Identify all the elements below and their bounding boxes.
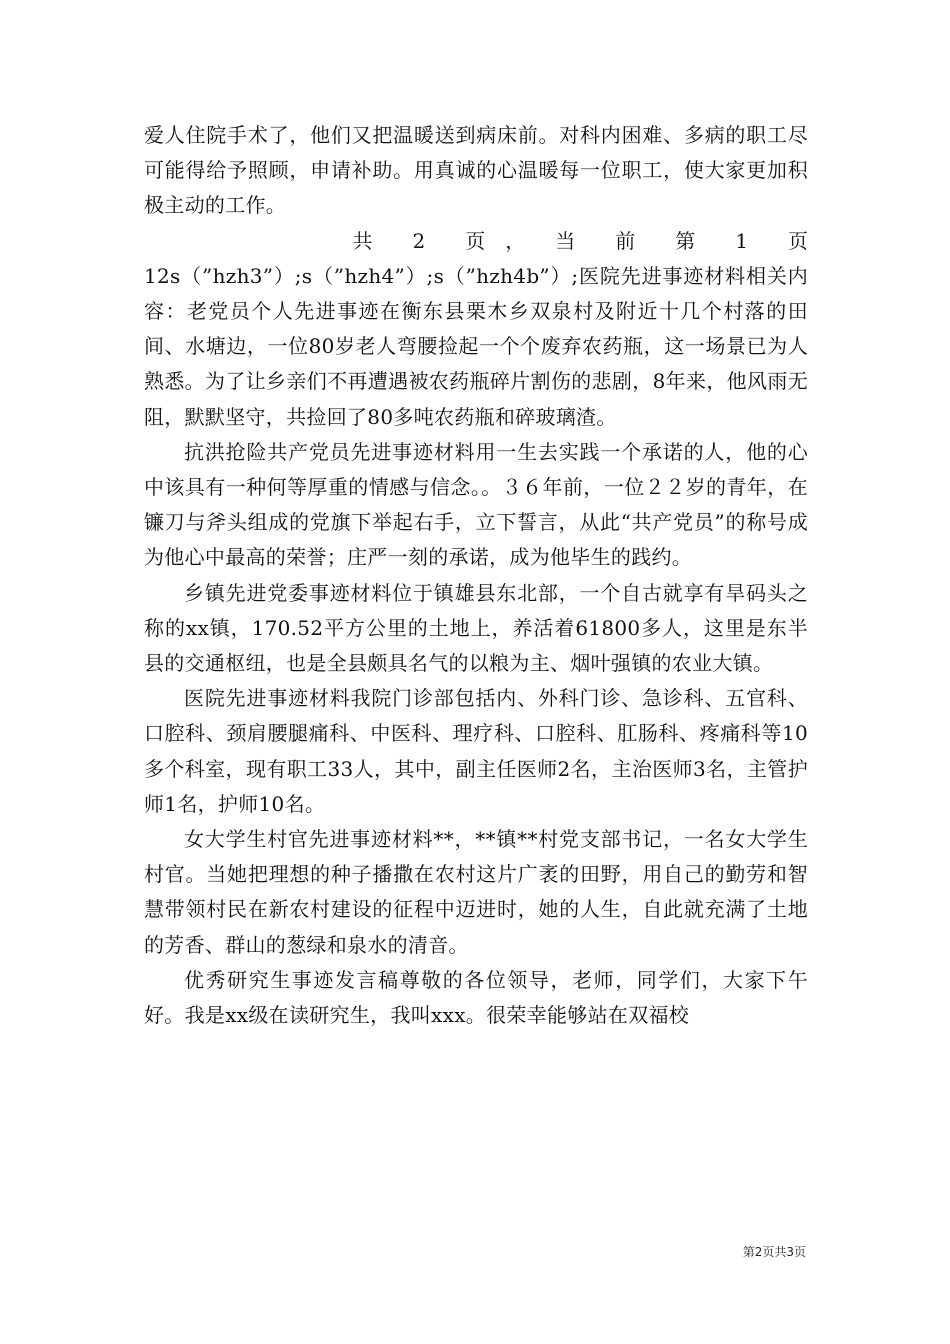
paragraph-old-party-member: 12s（”hzh3”）;s（”hzh4”）;s（”hzh4b”）;医院先进事迹材料相关内容：老党员个人先进事迹在衡东县栗木乡双泉村及附近十几个村落的田间、水塘边，一位80岁老人弯腰捡起一个个废弃农药瓶，这一场景已为人熟悉。为了让乡亲们不再遭遇被农药瓶碎片割伤的悲剧，8年来，他风雨无阻，默默坚守，共捡回了80多吨农药瓶和碎玻璃渣。 xyxy=(144,263,808,429)
paragraph-hospital-clinic: 医院先进事迹材料我院门诊部包括内、外科门诊、急诊科、五官科、口腔科、颈肩腰腿痛科、中医科、理疗科、口腔科、肛肠科、疼痛科等10多个科室，现有职工33人，其中，副主任医师2名，主治医师3名，主管护师1名，护师10名。 xyxy=(144,686,808,816)
paragraph-township-committee: 乡镇先进党委事迹材料位于镇雄县东北部，一个自古就享有旱码头之称的xx镇，170.52平方公里的土地上，养活着61800多人，这里是东半县的交通枢纽，也是全县颇具名气的以粮为主、烟叶强镇的农业大镇。 xyxy=(144,580,808,676)
page-footer-number: 第2页共3页 xyxy=(742,1245,806,1259)
paragraph-flood-relief: 抗洪抢险共产党员先进事迹材料用一生去实践一个承诺的人，他的心中该具有一种何等厚重的情感与信念。。３６年前，一位２２岁的青年，在镰刀与斧头组成的党旗下举起右手，立下誓言，从此“共产党员”的称号成为他心中最高的荣誉；庄严一刻的承诺，成为他毕生的践约。 xyxy=(144,439,808,570)
document-body xyxy=(144,118,808,1033)
paragraph-continuation: 爱人住院手术了，他们又把温暖送到病床前。对科内困难、多病的职工尽可能得给予照顾，申请补助。用真诚的心温暖每一位职工，使大家更加积极主动的工作。 xyxy=(144,123,808,218)
paragraph-graduate-speech: 优秀研究生事迹发言稿尊敬的各位领导，老师，同学们，大家下午好。我是xx级在读研究生，我叫xxx。很荣幸能够站在双福校 xyxy=(144,967,808,1028)
paragraph-village-official: 女大学生村官先进事迹材料**，**镇**村党支部书记，一名女大学生村官。当她把理想的种子播撒在农村这片广袤的田野，用自己的勤劳和智慧带领村民在新农村建设的征程中迈进时，她的人生，自此就充满了土地的芳香、群山的葱绿和泉水的清音。 xyxy=(144,827,808,957)
page-counter-line: 共 2 页 ， 当 前 第 1 页 xyxy=(352,228,808,253)
